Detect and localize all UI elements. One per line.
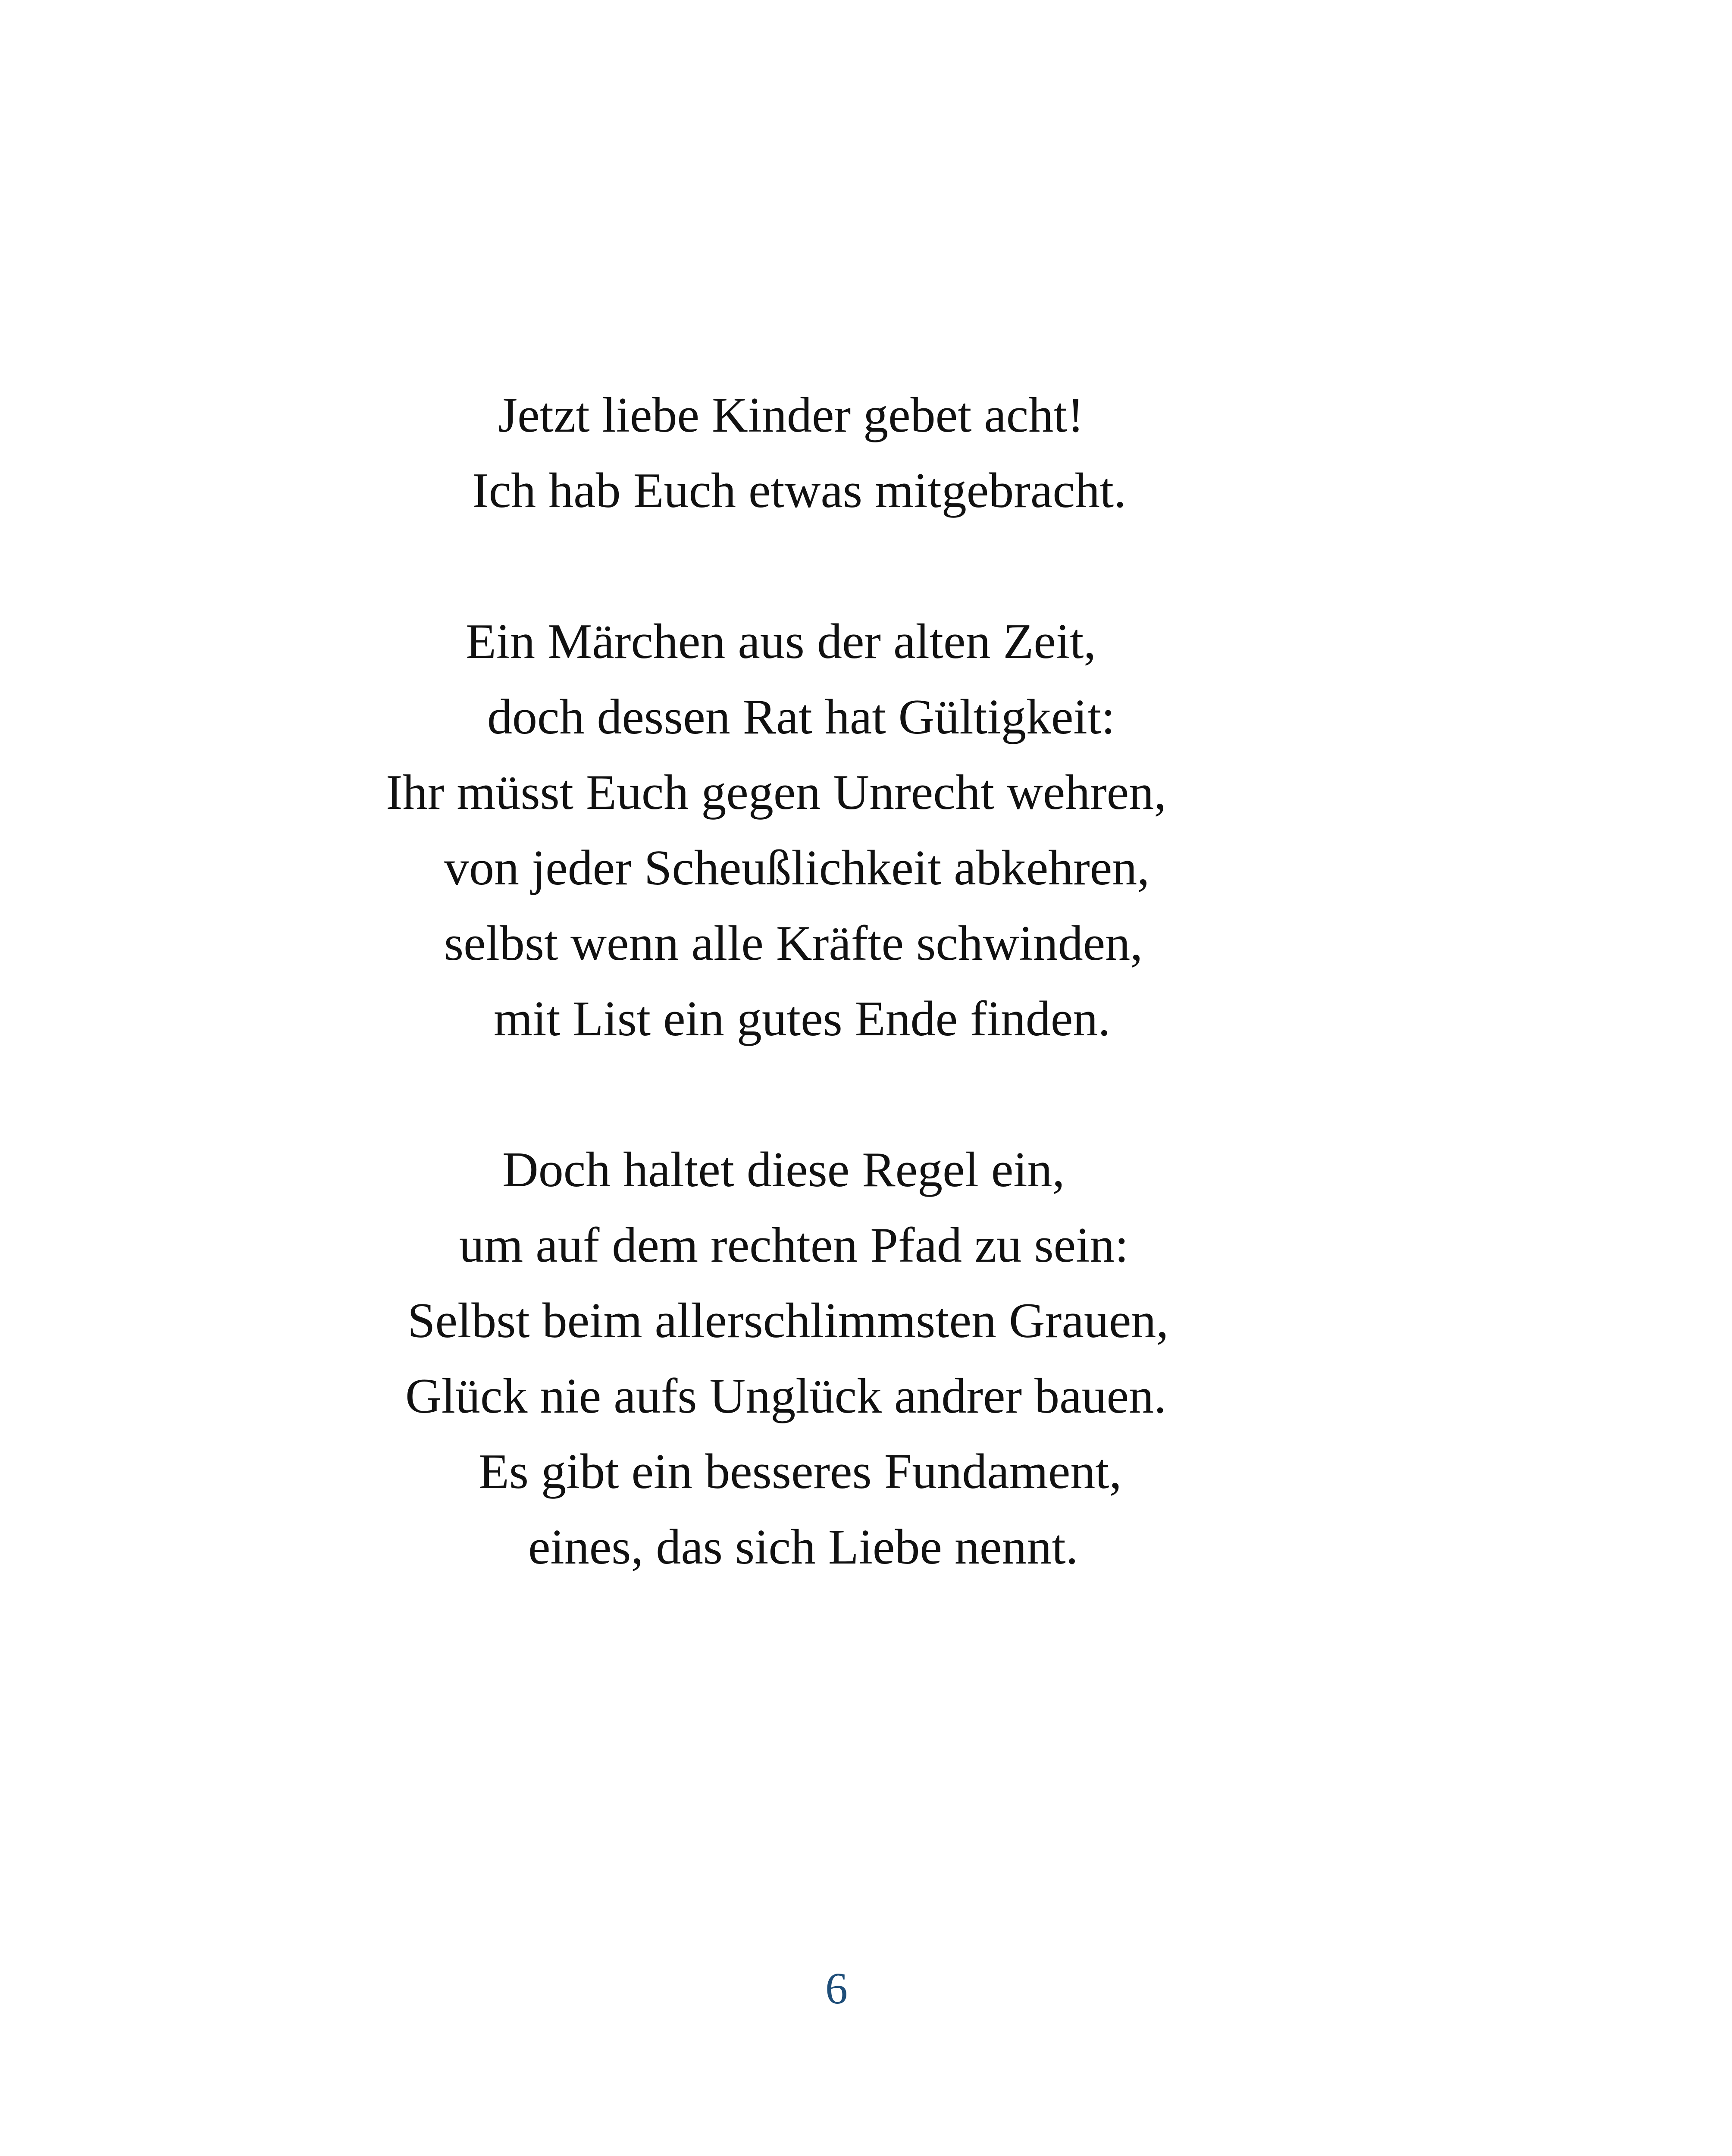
poem-line: Ein Märchen aus der alten Zeit, <box>466 614 1096 669</box>
poem-line: Glück nie aufs Unglück andrer bauen. <box>405 1369 1167 1424</box>
poem-line: Doch haltet diese Regel ein, <box>502 1142 1065 1197</box>
poem-line: eines, das sich Liebe nennt. <box>528 1520 1078 1575</box>
page-number: 6 <box>825 1964 848 2013</box>
poem-line: selbst wenn alle Kräfte schwinden, <box>444 916 1143 971</box>
poem-line: Selbst beim allerschlimmsten Grauen, <box>407 1293 1169 1348</box>
poem-line: Jetzt liebe Kinder gebet acht! <box>498 388 1084 443</box>
poem-line: Ihr müsst Euch gegen Unrecht wehren, <box>386 765 1167 820</box>
poem-line: um auf dem rechten Pfad zu sein: <box>459 1218 1129 1273</box>
poem-line: Ich hab Euch etwas mitgebracht. <box>472 463 1127 518</box>
poem-line: doch dessen Rat hat Gültigkeit: <box>487 689 1115 745</box>
poem-line: von jeder Scheußlichkeit abkehren, <box>444 840 1150 896</box>
poem-line: Es gibt ein besseres Fundament, <box>479 1444 1122 1499</box>
poem-line: mit List ein gutes Ende finden. <box>494 991 1111 1047</box>
